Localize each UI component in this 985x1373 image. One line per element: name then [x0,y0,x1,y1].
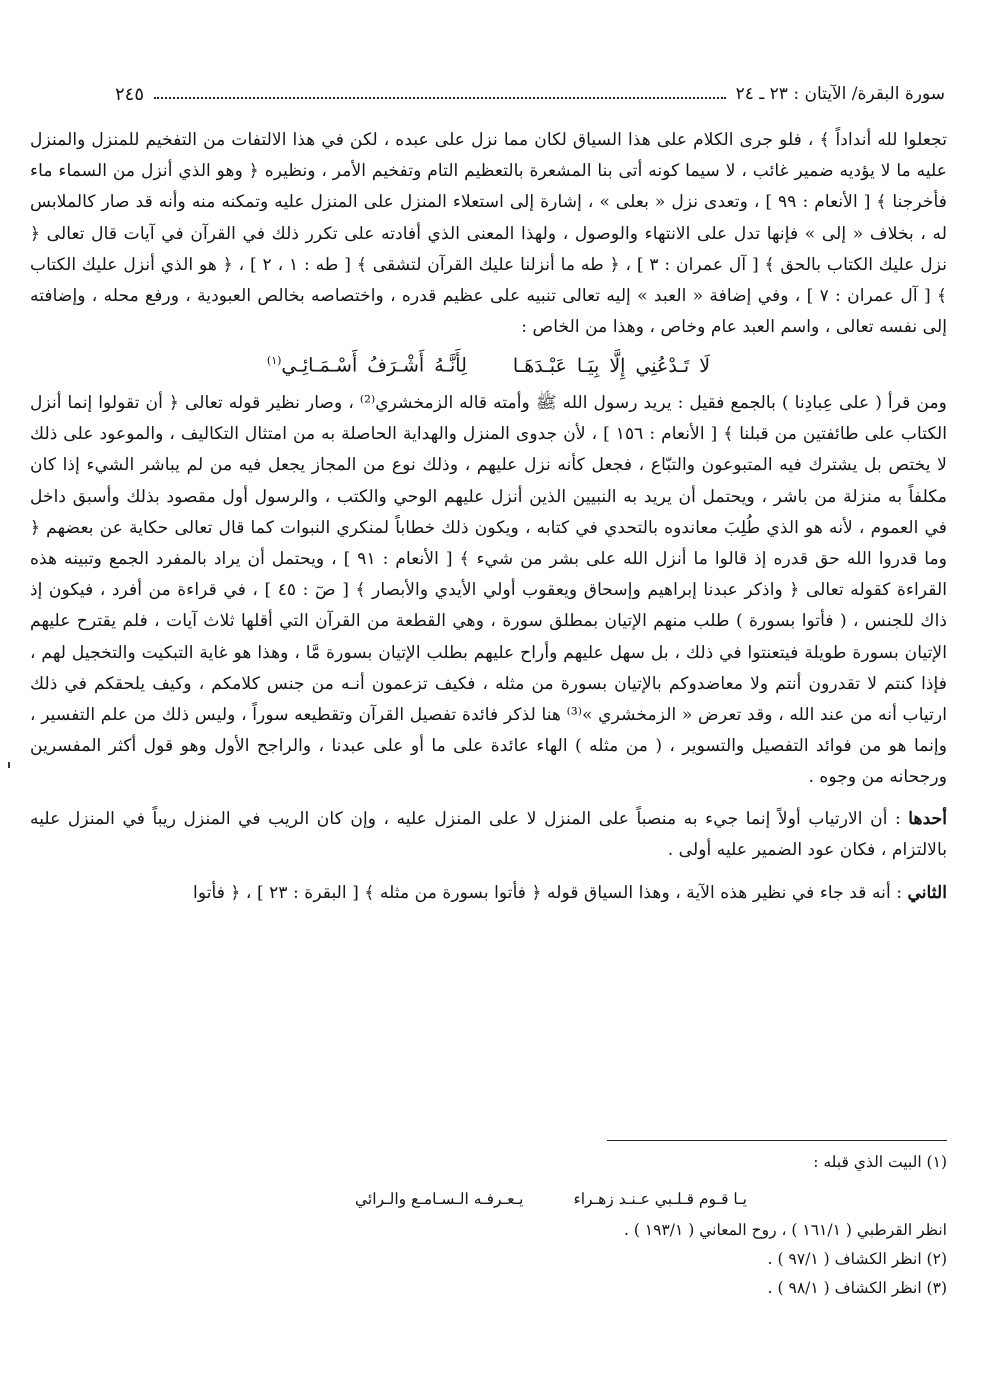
paragraph-gap [30,794,947,804]
footnote-1-label: (١) البيت الذي قبله : [813,1153,947,1171]
poetry-verse [30,345,947,382]
footnote-separator [607,1140,947,1141]
paragraph-4-text: : أنه قد جاء في نظير هذه الآية ، وهذا السياق قوله ﴿ فأتوا بسورة من مثله ﴾ [ البقرة : ٢٣ ] ، ﴿ فأتوا [193,883,908,903]
footnote-1-verse [30,1185,947,1214]
paragraph-4 [30,878,947,909]
footnote-3: (٣) انظر الكشاف ( ٩٨/١ ) . [767,1279,947,1297]
page-number: ٢٤٥ [115,83,145,105]
header-dot-leader [154,97,726,99]
paragraph-3-text: : أن الارتياب أولاً إنما جيء به منصباً على المنزل لا على المنزل عليه ، وإن كان الريب في المنزل ريباً في المنزل عليه بالالتزام ، فكان عود الضمير عليه أولى . [30,808,947,860]
footnote-verse-hemistich-1: يـا قـوم قـلـبي عـنـد زهـراء [573,1190,747,1208]
running-header [115,80,945,108]
footnote-verse-hemistich-2: يـعـرفـه الـسـامـع والـرائي [354,1190,524,1208]
paragraph-gap [30,866,947,878]
paragraph-4-label: الثاني [907,883,947,903]
main-text [30,125,947,909]
footnote-2: (٢) انظر الكشاف ( ٩٧/١ ) . [767,1250,947,1268]
margin-mark [8,762,10,768]
footnotes [30,1148,947,1303]
footnote-1-sources: انظر القرطبي ( ١٦١/١ ) ، روح المعاني ( ١٩٣/١ ) . [623,1221,947,1239]
verse-hemistich-2: لِأَنَّـهُ أَشْـرَفُ أَسْـمَـائِـي [281,354,467,377]
paragraph-3-label: أحدها [908,808,947,829]
verse-footnote-ref: (١) [266,354,282,368]
paragraph-2: ومن قرأ ( على عِبادِنا ) بالجمع فقيل : يريد رسول الله ﷺ وأمته قاله الزمخشري⁽²⁾ ، وصار نظير قوله تعالى ﴿ أن تقولوا إنما أنزل الكتاب على طائفتين من قبلنا ﴾ [ الأنعام : ١٥٦ ] ، لأن جدوى المنزل والهداية الحاصلة به من امتثال التكاليف ، والموعود على ذلك لا يختص بل يشترك فيه المتبوعون والتبّاع ، فجعل كأنه نزل عليهم ، وذلك نوع من المجاز يجعل فيه من لم يباشر الشيء إذا كان مكلفاً به منزلة من باشر ، ويحتمل أن يريد به النبيين الذين أنزل عليهم الوحي والكتب ، والرسول أول مقصود بذلك وأسبق داخل في العموم ، لأنه هو الذي طُلِبَ معاندوه بالتحدي في كتابه ، ويكون ذلك خطاباً لمنكري النبوات كما قال تعالى حكاية عن بعضهم ﴿ وما قدروا الله حق قدره إذ قالوا ما أنزل الله على بشر من شيء ﴾ [ الأنعام : ٩١ ] ، ويحتمل أن يراد بالمفرد الجمع وتبينه هذه القراءة كقوله تعالى ﴿ واذكر عبدنا إبراهيم وإسحاق ويعقوب أولي الأيدي والأبصار ﴾ [ صٓ : ٤٥ ] ، في قراءة من أفرد ، فيكون إذ ذاك للجنس ، ( فأتوا بسورة ) طلب منهم الإتيان بمطلق سورة ، وهي القطعة من القرآن التي أقلها ثلاث آيات ، فلم يقترح عليهم الإتيان بسورة طويلة فيتعنتوا في ذلك ، بل سهل عليهم وأراح عليهم بطلب الإتيان بسورة مَّا ، وهذا هو غاية التبكيت والتخجيل لهم ، فإذا كنتم لا تقدرون أنتم ولا معاضدوكم بالإتيان بسورة من مثله ، فكيف تزعمون أنـه من جنس كلامكم ، وكيف يلحقكم في ذلك ارتياب أنه من عند الله ، وقد تعرض « الزمخشري »⁽³⁾ هنا لذكر فائدة تفصيل القرآن وتقطيعه سوراً ، وليس ذلك من علم التفسير ، وإنما هو من فوائد التفصيل والتسوير ، ( من مثله ) الهاء عائدة على ما أو على عبدنا ، والراجح الأول وهو قول أكثر المفسرين ورجحانه من وجوه . [30,392,947,788]
header-title: سورة البقرة/ الآيتان : ٢٣ ـ ٢٤ [735,84,945,104]
paragraph-1: تجعلوا لله أنداداً ﴾ ، فلو جرى الكلام على هذا السياق لكان مما نزل على عبده ، لكن في هذا الالتفات من التفخيم للمنزل والمنزل عليه ما لا يؤديه ضمير غائب ، لا سيما كونه أتى بنا المشعرة بالتعظيم التام وتفخيم الأمر ، ونظيره ﴿ وهو الذي أنزل من السماء ماء فأخرجنا ﴾ [ الأنعام : ٩٩ ] ، وتعدى نزل « بعلى » ، إشارة إلى استعلاء المنزل على المنزل عليه وتمكنه منه وأنه قد صار كالملابس له ، بخلاف « إلى » فإنها تدل على الانتهاء والوصول ، ولهذا المعنى الذي أفادته على تكرر ذلك في القرآن في آيات قال تعالى ﴿ نزل عليك الكتاب بالحق ﴾ [ آل عمران : ٣ ] ، ﴿ طه ما أنزلنا عليك القرآن لتشقى ﴾ [ طه : ١ ، ٢ ] ، ﴿ هو الذي أنزل عليك الكتاب ﴾ [ آل عمران : ٧ ] ، وفي إضافة « العبد » إليه تعالى تنبيه على عظيم قدره ، واختصاصه بخالص العبودية ، ورفع محله ، وإضافته إلى نفسه تعالى ، واسم العبد عام وخاص ، وهذا من الخاص : [30,130,947,338]
verse-hemistich-1: لَا تَـدْعُنِي إِلَّا بِيَـا عَبْـدَهَـا [512,354,711,377]
paragraph-3 [30,804,947,866]
